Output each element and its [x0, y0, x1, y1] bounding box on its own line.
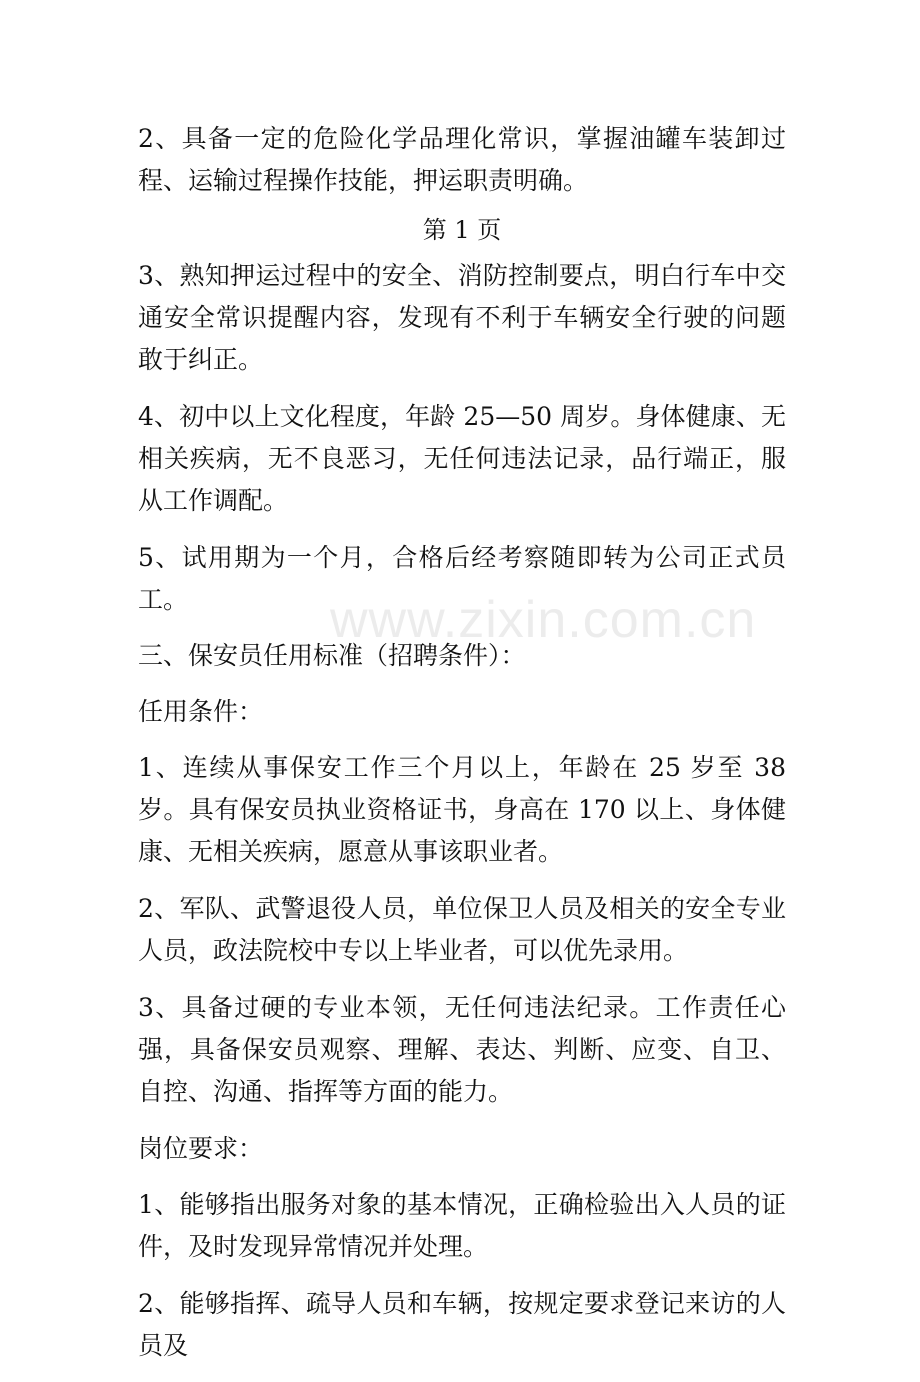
page-number: 第 1 页: [422, 216, 502, 244]
paragraph-2: 4、初中以上文化程度，年龄 25—50 周岁。身体健康、无相关疾病，无不良恶习，无任何违法记录，品行端正，服从工作调配。: [138, 402, 786, 515]
paragraph-3: 5、试用期为一个月，合格后经考察随即转为公司正式员工。: [138, 543, 786, 614]
section-heading: 三、保安员任用标准（招聘条件）：: [138, 641, 526, 670]
paragraph-5: 2、军队、武警退役人员，单位保卫人员及相关的安全专业人员，政法院校中专以上毕业者，可以优先录用。: [138, 894, 786, 965]
paragraph-1: 3、熟知押运过程中的安全、消防控制要点，明白行车中交通安全常识提醒内容，发现有不利于车辆安全行驶的问题敢于纠正。: [138, 261, 786, 374]
watermark: www.zixin.com.cn: [330, 591, 757, 649]
paragraph-top-1: 2、具备一定的危险化学品理化常识，掌握油罐车装卸过程、运输过程操作技能，押运职责明确。: [138, 124, 786, 195]
paragraph-6: 3、具备过硬的专业本领，无任何违法纪录。工作责任心强，具备保安员观察、理解、表达、判断、应变、自卫、自控、沟通、指挥等方面的能力。: [138, 993, 786, 1106]
paragraph-7: 1、能够指出服务对象的基本情况，正确检验出入人员的证件，及时发现异常情况并处理。: [138, 1190, 786, 1261]
paragraph-8: 2、能够指挥、疏导人员和车辆，按规定要求登记来访的人员及: [138, 1289, 786, 1360]
document-page: [138, 118, 786, 1382]
paragraph-4: 1、连续从事保安工作三个月以上，年龄在 25 岁至 38 岁。具有保安员执业资格证书，身高在 170 以上、身体健康、无相关疾病，愿意从事该职业者。: [138, 753, 786, 866]
subheading-conditions: 任用条件：: [138, 697, 264, 726]
subheading-requirements: 岗位要求：: [138, 1134, 264, 1163]
